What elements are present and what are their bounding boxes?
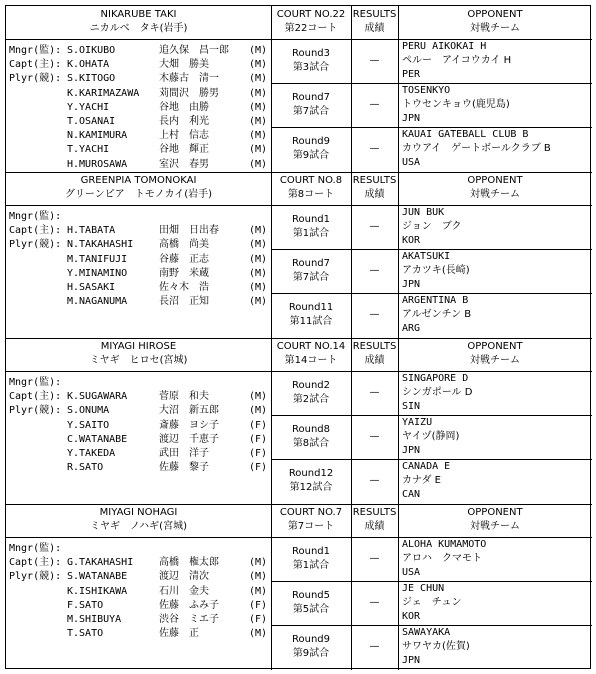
member-name-en: S.WATANABE xyxy=(67,571,128,583)
team-name-en: NIKARUBE TAKI xyxy=(100,9,177,20)
member-name-en: Y.SAITO xyxy=(67,419,110,431)
member-name-en: T.YACHI xyxy=(67,144,110,156)
round-result: — xyxy=(369,99,380,110)
round-result: — xyxy=(369,641,380,652)
member-gender: (M) xyxy=(249,253,268,265)
court-header-rule xyxy=(271,205,592,206)
member-name-en: T.OSANAI xyxy=(67,116,116,127)
member-name-en: M.NAGANUMA xyxy=(67,296,128,308)
court-header-rule xyxy=(271,371,592,372)
opponent-name-jp: カウアイ ゲートボールクラブ B xyxy=(402,143,551,154)
member-name-jp: 石川 金夫 xyxy=(159,585,209,597)
opponent-country: ARG xyxy=(402,323,421,334)
round-result: — xyxy=(369,553,380,564)
team-name-jp: ニカルベ タキ(岩手) xyxy=(89,23,188,34)
round-label: Round11 xyxy=(288,302,334,313)
member-name-en: Y.YACHI xyxy=(67,101,110,113)
member-name-en: S.OIKUBO xyxy=(67,45,116,56)
member-gender: (F) xyxy=(249,448,268,459)
member-name-jp: 高橋 権太郎 xyxy=(159,557,219,569)
court-number-jp: 第7コート xyxy=(287,521,335,532)
opponent-header: OPPONENT xyxy=(467,175,523,186)
member-role: Mngr(監): xyxy=(9,377,62,388)
team-header-rule xyxy=(6,39,271,40)
member-name-jp: 大沼 新五郎 xyxy=(159,405,219,417)
member-gender: (M) xyxy=(249,158,268,170)
opponent-country: JPN xyxy=(402,279,421,290)
opponent-country: SIN xyxy=(402,401,421,412)
member-name-jp: 谷地 由勝 xyxy=(159,101,209,113)
member-name-en: S.ONUMA xyxy=(67,405,110,417)
opponent-name-en: CANADA E xyxy=(402,461,451,472)
team-name-en: MIYAGI HIROSE xyxy=(100,341,177,352)
results-header-jp: 成績 xyxy=(364,23,385,34)
round-label: Round1 xyxy=(291,214,330,225)
member-name-jp: 菅原 和夫 xyxy=(159,391,209,403)
team-name-jp: ミヤギ ノハギ(宮城) xyxy=(89,521,187,532)
opponent-name-en: PERU AIKOKAI H xyxy=(402,41,487,52)
round-label-jp: 第5試合 xyxy=(292,604,330,615)
opponent-country: JPN xyxy=(402,113,421,124)
member-gender: (M) xyxy=(249,628,268,640)
round-result: — xyxy=(369,597,380,608)
round-label-jp: 第7試合 xyxy=(292,106,330,117)
member-gender: (M) xyxy=(249,585,268,597)
member-gender: (M) xyxy=(249,144,268,156)
member-name-jp: 佐藤 黎子 xyxy=(159,462,209,474)
round-label: Round9 xyxy=(291,136,330,147)
member-name-en: R.SATO xyxy=(67,462,104,474)
member-name-en: G.TAKAHASHI xyxy=(67,557,134,569)
court-number-jp: 第14コート xyxy=(284,355,338,366)
member-name-en: K.KARIMAZAWA xyxy=(67,87,140,99)
schedule-table xyxy=(5,5,591,669)
member-role: Capt(主): xyxy=(9,59,62,71)
opponent-name-en: ALOHA KUMAMOTO xyxy=(402,539,487,550)
team-name-en: MIYAGI NOHAGI xyxy=(99,507,178,518)
member-name-jp: 谷地 輝正 xyxy=(159,144,209,156)
member-name-jp: 室沢 春男 xyxy=(159,158,209,170)
member-name-en: K.ISHIKAWA xyxy=(67,585,128,597)
member-name-en: C.WATANABE xyxy=(67,433,128,445)
opponent-header: OPPONENT xyxy=(467,507,523,518)
opponent-name-en: YAIZU xyxy=(402,417,433,428)
round-label-jp: 第2試合 xyxy=(292,394,330,405)
round-divider xyxy=(271,625,592,626)
round-result: — xyxy=(369,431,380,442)
member-name-jp: 武田 洋子 xyxy=(159,448,209,459)
round-label: Round5 xyxy=(291,590,330,601)
opponent-name-en: TOSENKYO xyxy=(402,85,451,96)
round-divider xyxy=(271,127,592,128)
member-name-en: H.SASAKI xyxy=(67,282,116,293)
round-divider xyxy=(271,459,592,460)
member-name-jp: 佐々木 浩 xyxy=(159,282,209,293)
member-name-jp: 渡辺 清次 xyxy=(159,571,209,583)
round-result: — xyxy=(369,309,380,320)
member-gender: (M) xyxy=(249,45,268,56)
team-name-jp: ミヤギ ヒロセ(宮城) xyxy=(89,355,188,366)
opponent-header-jp: 対戦チーム xyxy=(470,355,520,366)
round-divider xyxy=(271,293,592,294)
member-name-en: K.OHATA xyxy=(67,59,110,71)
member-gender: (M) xyxy=(249,130,268,142)
member-name-en: N.TAKAHASHI xyxy=(67,239,134,251)
round-label-jp: 第9試合 xyxy=(292,648,330,659)
member-gender: (M) xyxy=(249,571,268,583)
opponent-name-en: ARGENTINA B xyxy=(402,295,469,306)
member-gender: (M) xyxy=(249,116,268,127)
round-result: — xyxy=(369,265,380,276)
member-role: Plyr(競): xyxy=(9,239,62,251)
results-header-jp: 成績 xyxy=(364,521,385,532)
member-name-jp: 上村 信志 xyxy=(159,130,209,142)
member-gender: (M) xyxy=(249,557,268,569)
member-gender: (M) xyxy=(249,267,268,279)
round-label-jp: 第11試合 xyxy=(289,316,333,327)
results-header-jp: 成績 xyxy=(364,355,385,366)
opponent-name-en: KAUAI GATEBALL CLUB B xyxy=(402,129,529,140)
opponent-name-jp: サワヤカ(佐賀) xyxy=(402,641,470,652)
opponent-name-en: AKATSUKI xyxy=(402,251,451,262)
opponent-country: USA xyxy=(402,567,421,578)
team-name-en: GREENPIA TOMONOKAI xyxy=(80,175,197,186)
opponent-header-jp: 対戦チーム xyxy=(470,521,520,532)
court-number-jp: 第22コート xyxy=(284,23,338,34)
member-gender: (M) xyxy=(249,391,268,403)
round-label: Round3 xyxy=(291,48,330,59)
opponent-country: PER xyxy=(402,69,421,80)
member-name-en: H.MUROSAWA xyxy=(67,158,128,170)
team-header-rule xyxy=(6,371,271,372)
member-name-en: N.KAMIMURA xyxy=(67,130,128,142)
round-label-jp: 第12試合 xyxy=(289,482,333,493)
team-header-rule xyxy=(6,537,271,538)
block-divider xyxy=(6,338,592,339)
opponent-name-jp: ジョン ブク xyxy=(402,221,462,232)
court-number: COURT NO.14 xyxy=(276,341,346,352)
round-result: — xyxy=(369,55,380,66)
team-name-jp: グリーンピア トモノカイ(岩手) xyxy=(64,189,213,200)
opponent-name-jp: ジェ チュン xyxy=(402,597,462,608)
member-gender: (M) xyxy=(249,59,268,71)
member-name-jp: 佐藤 ふみ子 xyxy=(159,599,219,611)
member-name-jp: 大畑 勝美 xyxy=(159,59,209,71)
round-result: — xyxy=(369,143,380,154)
opponent-name-jp: カナダ E xyxy=(402,475,441,486)
member-name-en: K.SUGAWARA xyxy=(67,391,128,403)
block-divider xyxy=(6,504,592,505)
member-name-jp: 苅間沢 勝男 xyxy=(159,87,219,99)
court-header-rule xyxy=(271,39,592,40)
opponent-name-jp: ペルー アイコウカイ H xyxy=(402,55,512,66)
results-header-jp: 成績 xyxy=(364,189,385,200)
member-gender: (F) xyxy=(249,419,268,431)
member-name-en: Y.MINAMINO xyxy=(67,267,128,279)
opponent-name-en: JE CHUN xyxy=(402,583,445,594)
round-divider xyxy=(271,581,592,582)
member-gender: (M) xyxy=(249,282,268,293)
round-result: — xyxy=(369,475,380,486)
opponent-header: OPPONENT xyxy=(467,9,523,20)
member-name-en: H.TABATA xyxy=(67,225,116,237)
member-name-jp: 長内 利光 xyxy=(159,116,209,127)
member-name-jp: 木藤古 清一 xyxy=(159,73,219,85)
court-header-rule xyxy=(271,537,592,538)
member-name-en: F.SATO xyxy=(67,599,104,611)
member-role: Plyr(競): xyxy=(9,405,62,417)
opponent-name-en: SINGAPORE D xyxy=(402,373,469,384)
member-gender: (F) xyxy=(249,433,268,445)
member-gender: (F) xyxy=(249,614,268,625)
member-gender: (M) xyxy=(249,239,268,251)
opponent-header: OPPONENT xyxy=(467,341,523,352)
round-label: Round9 xyxy=(291,634,330,645)
opponent-country: JPN xyxy=(402,655,421,666)
round-label: Round7 xyxy=(291,92,330,103)
round-result: — xyxy=(369,221,380,232)
member-role: Capt(主): xyxy=(9,557,62,569)
court-number: COURT NO.22 xyxy=(276,9,346,20)
opponent-name-en: SAWAYAKA xyxy=(402,627,451,638)
member-gender: (F) xyxy=(249,599,268,611)
round-label-jp: 第1試合 xyxy=(292,228,330,239)
round-result: — xyxy=(369,387,380,398)
member-name-en: M.SHIBUYA xyxy=(67,614,122,625)
results-header: RESULTS xyxy=(352,507,397,518)
opponent-name-jp: アルゼンチン B xyxy=(402,309,472,320)
member-name-jp: 渡辺 千恵子 xyxy=(159,433,219,445)
opponent-country: JPN xyxy=(402,445,421,456)
round-divider xyxy=(271,83,592,84)
opponent-country: KOR xyxy=(402,611,421,622)
member-role: Plyr(競): xyxy=(9,571,62,583)
member-gender: (M) xyxy=(249,73,268,85)
team-header-rule xyxy=(6,205,271,206)
member-name-jp: 田畑 日出春 xyxy=(159,225,219,237)
opponent-name-jp: アカツキ(長崎) xyxy=(402,265,470,276)
opponent-name-jp: シンガポール D xyxy=(402,387,473,398)
opponent-name-jp: トウセンキョウ(鹿児島) xyxy=(402,99,510,110)
opponent-header-jp: 対戦チーム xyxy=(470,189,520,200)
member-name-en: S.KITOGO xyxy=(67,73,116,85)
opponent-name-en: JUN BUK xyxy=(402,207,445,218)
member-name-jp: 高橋 尚美 xyxy=(159,239,209,251)
member-role: Mngr(監): xyxy=(9,543,62,554)
round-label-jp: 第8試合 xyxy=(292,438,330,449)
round-label-jp: 第7試合 xyxy=(292,272,330,283)
results-header: RESULTS xyxy=(352,9,397,20)
round-label: Round7 xyxy=(291,258,330,269)
round-divider xyxy=(271,249,592,250)
member-name-jp: 谷藤 正志 xyxy=(159,253,209,265)
member-role: Plyr(競): xyxy=(9,73,62,85)
member-gender: (M) xyxy=(249,405,268,417)
member-name-en: T.SATO xyxy=(67,628,104,640)
opponent-country: KOR xyxy=(402,235,421,246)
round-label: Round2 xyxy=(291,380,330,391)
member-name-jp: 追久保 昌一郎 xyxy=(159,45,229,56)
court-number: COURT NO.8 xyxy=(279,175,343,186)
results-header: RESULTS xyxy=(352,175,397,186)
block-divider xyxy=(6,172,592,173)
opponent-name-jp: アロハ クマモト xyxy=(402,553,482,564)
member-name-en: Y.TAKEDA xyxy=(67,448,116,459)
member-name-jp: 佐藤 正 xyxy=(159,628,199,640)
round-label-jp: 第3試合 xyxy=(292,62,330,73)
member-role: Capt(主): xyxy=(9,391,62,403)
opponent-name-jp: ヤイヅ(静岡) xyxy=(402,431,460,442)
round-label: Round8 xyxy=(291,424,330,435)
round-label-jp: 第1試合 xyxy=(292,560,330,571)
member-name-jp: 南野 米蔵 xyxy=(159,267,209,279)
member-gender: (M) xyxy=(249,101,268,113)
member-role: Capt(主): xyxy=(9,225,62,237)
results-header: RESULTS xyxy=(352,341,397,352)
round-divider xyxy=(271,415,592,416)
round-label-jp: 第9試合 xyxy=(292,150,330,161)
member-gender: (M) xyxy=(249,87,268,99)
member-gender: (M) xyxy=(249,225,268,237)
opponent-country: CAN xyxy=(402,489,421,500)
court-number-jp: 第8コート xyxy=(287,189,335,200)
member-gender: (M) xyxy=(249,296,268,308)
member-role: Mngr(監): xyxy=(9,211,62,222)
member-name-jp: 斎藤 ヨシ子 xyxy=(159,419,219,431)
member-gender: (F) xyxy=(249,462,268,474)
court-number: COURT NO.7 xyxy=(279,507,343,518)
round-label: Round1 xyxy=(291,546,330,557)
member-role: Mngr(監): xyxy=(9,45,62,56)
opponent-country: USA xyxy=(402,157,421,168)
member-name-jp: 渋谷 ミエ子 xyxy=(159,614,219,625)
member-name-en: M.TANIFUJI xyxy=(67,253,128,265)
round-label: Round12 xyxy=(288,468,334,479)
member-name-jp: 長沼 正知 xyxy=(159,296,209,308)
opponent-header-jp: 対戦チーム xyxy=(470,23,520,34)
